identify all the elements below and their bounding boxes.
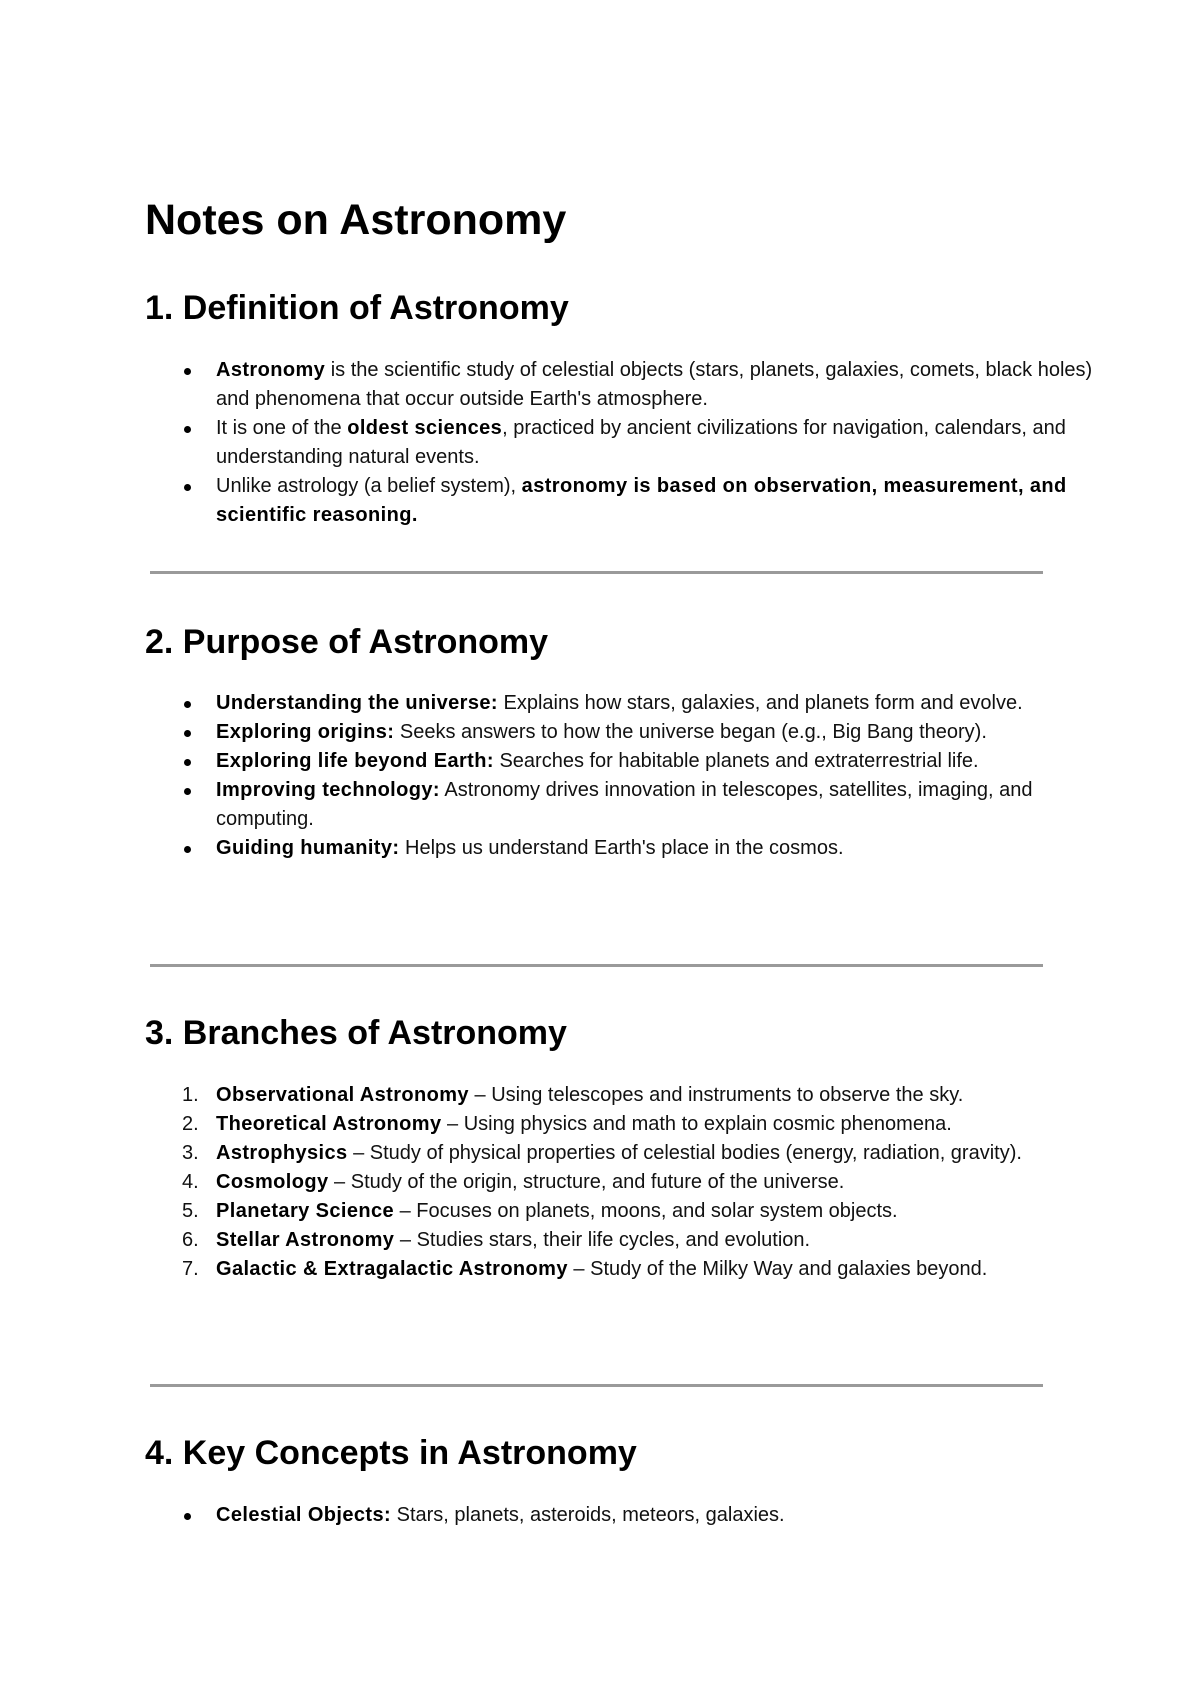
divider [150, 964, 1043, 967]
list-item: Astronomy is the scientific study of celestial objects (stars, planets, galaxies, comets, black holes) and phenomena that occur outside Earth's atmosphere. [145, 356, 1116, 414]
section-heading: 2. Purpose of Astronomy [145, 623, 549, 661]
bullet-icon [184, 368, 191, 375]
bullet-icon [184, 701, 191, 708]
bullet-icon [184, 759, 191, 766]
list-item: 4. Cosmology – Study of the origin, structure, and future of the universe. [182, 1171, 845, 1193]
bullet-icon [184, 426, 191, 433]
list-item: 3. Astrophysics – Study of physical properties of celestial bodies (energy, radiation, gravity). [182, 1142, 1022, 1164]
list-item: 7. Galactic & Extragalactic Astronomy – Study of the Milky Way and galaxies beyond. [182, 1258, 988, 1280]
list-item: 1. Observational Astronomy – Using telescopes and instruments to observe the sky. [182, 1084, 964, 1106]
list-item: 6. Stellar Astronomy – Studies stars, their life cycles, and evolution. [182, 1229, 811, 1251]
section-heading: 4. Key Concepts in Astronomy [145, 1434, 637, 1472]
list-item: 5. Planetary Science – Focuses on planets, moons, and solar system objects. [182, 1200, 898, 1222]
list-item: Guiding humanity: Helps us understand Earth's place in the cosmos. [145, 834, 1116, 863]
bullet-list [145, 356, 1116, 530]
bullet-icon [184, 1513, 191, 1520]
page-title: Notes on Astronomy [145, 196, 567, 244]
bullet-icon [184, 846, 191, 853]
bullet-icon [184, 788, 191, 795]
numbered-list [145, 1081, 1116, 1284]
list-item: Exploring life beyond Earth: Searches for habitable planets and extraterrestrial life. [145, 747, 1116, 776]
list-item: Improving technology: Astronomy drives innovation in telescopes, satellites, imaging, and computing. [145, 776, 1116, 834]
bullet-icon [184, 484, 191, 491]
bullet-list [145, 689, 1116, 863]
bullet-icon [184, 730, 191, 737]
list-item: Exploring origins: Seeks answers to how the universe began (e.g., Big Bang theory). [145, 718, 1116, 747]
section-heading: 3. Branches of Astronomy [145, 1014, 567, 1052]
bullet-list [145, 1501, 1116, 1530]
list-item: Unlike astrology (a belief system), astronomy is based on observation, measurement, and scientific reasoning. [145, 472, 1116, 530]
list-item: Understanding the universe: Explains how stars, galaxies, and planets form and evolve. [145, 689, 1116, 718]
divider [150, 1384, 1043, 1387]
list-item: Celestial Objects: Stars, planets, asteroids, meteors, galaxies. [145, 1501, 1116, 1530]
divider [150, 571, 1043, 574]
list-item: It is one of the oldest sciences, practiced by ancient civilizations for navigation, calendars, and understanding natural events. [145, 414, 1116, 472]
list-item: 2. Theoretical Astronomy – Using physics and math to explain cosmic phenomena. [182, 1113, 952, 1135]
section-heading: 1. Definition of Astronomy [145, 289, 569, 327]
